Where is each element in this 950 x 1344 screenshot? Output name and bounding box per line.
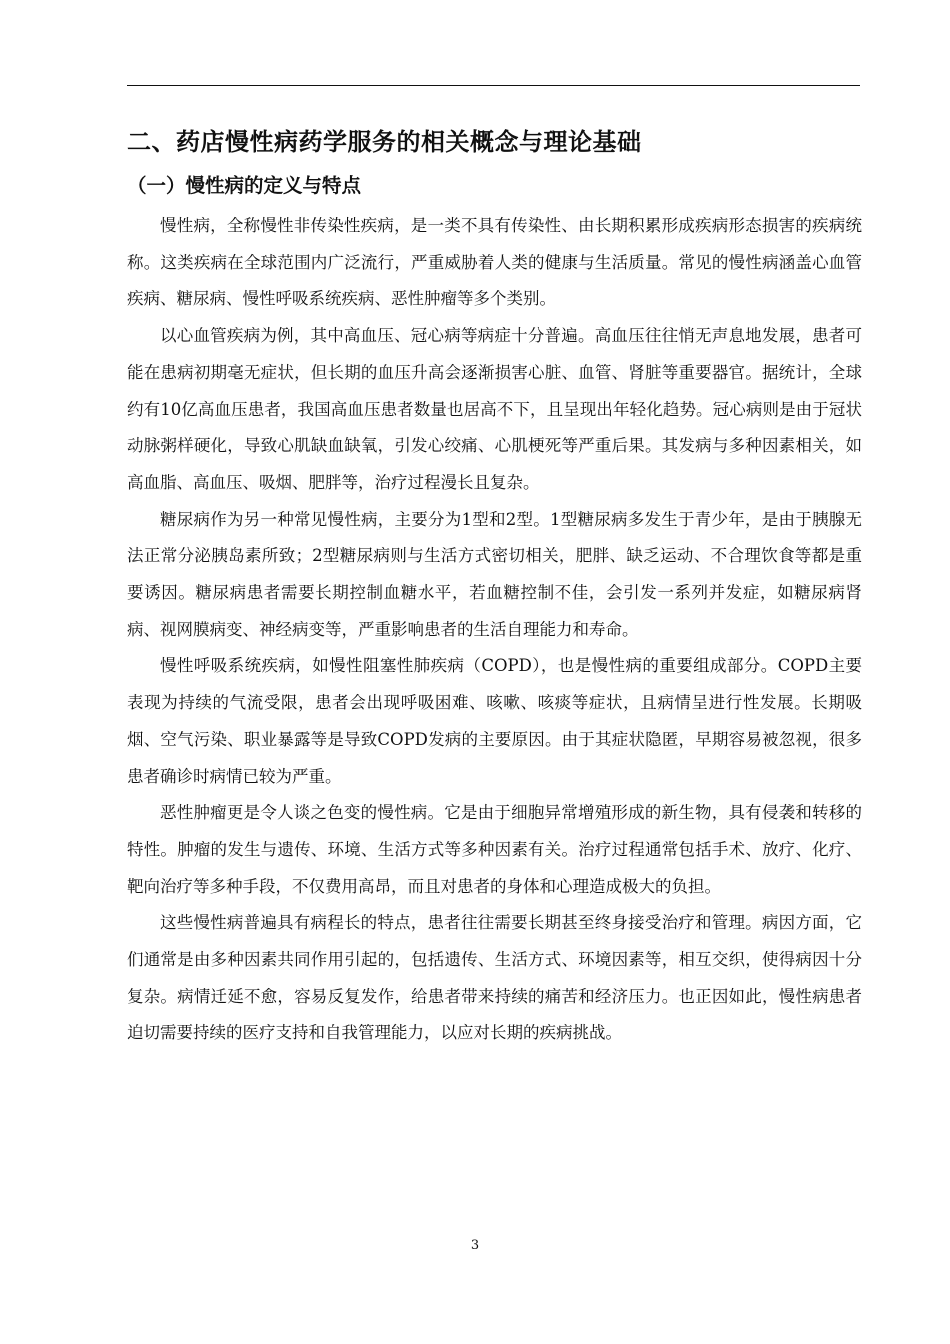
paragraph: 以心血管疾病为例，其中高血压、冠心病等病症十分普遍。高血压往往悄无声息地发展，患者可能在患病初期毫无症状，但长期的血压升高会逐渐损害心脏、血管、肾脏等重要器官。据统计，全球约有10亿高血压患者，我国高血压患者数量也居高不下，且呈现出年轻化趋势。冠心病则是由于冠状动脉粥样硬化，导致心肌缺血缺氧，引发心绞痛、心肌梗死等严重后果。其发病与多种因素相关，如高血脂、高血压、吸烟、肥胖等，治疗过程漫长且复杂。: [127, 326, 862, 492]
paragraph: 慢性病，全称慢性非传染性疾病，是一类不具有传染性、由长期积累形成疾病形态损害的疾病统称。这类疾病在全球范围内广泛流行，严重威胁着人类的健康与生活质量。常见的慢性病涵盖心血管疾病、糖尿病、慢性呼吸系统疾病、恶性肿瘤等多个类别。: [127, 216, 862, 309]
header-rule: [127, 85, 860, 86]
page-content: [127, 118, 862, 1052]
page-number: 3: [470, 1238, 480, 1253]
section-title: 二、药店慢性病药学服务的相关概念与理论基础: [127, 128, 642, 156]
paragraph: 恶性肿瘤更是令人谈之色变的慢性病。它是由于细胞异常增殖形成的新生物，具有侵袭和转移的特性。肿瘤的发生与遗传、环境、生活方式等多种因素有关。治疗过程通常包括手术、放疗、化疗、靶向治疗等多种手段，不仅费用高昂，而且对患者的身体和心理造成极大的负担。: [127, 803, 862, 896]
paragraph: 慢性呼吸系统疾病，如慢性阻塞性肺疾病（COPD），也是慢性病的重要组成部分。COPD主要表现为持续的气流受限，患者会出现呼吸困难、咳嗽、咳痰等症状，且病情呈进行性发展。长期吸烟、空气污染、职业暴露等是导致COPD发病的主要原因。由于其症状隐匿，早期容易被忽视，很多患者确诊时病情已较为严重。: [127, 656, 862, 786]
paragraph: 糖尿病作为另一种常见慢性病，主要分为1型和2型。1型糖尿病多发生于青少年，是由于胰腺无法正常分泌胰岛素所致；2型糖尿病则与生活方式密切相关，肥胖、缺乏运动、不合理饮食等都是重要诱因。糖尿病患者需要长期控制血糖水平，若血糖控制不佳，会引发一系列并发症，如糖尿病肾病、视网膜病变、神经病变等，严重影响患者的生活自理能力和寿命。: [127, 509, 862, 639]
paragraph: 这些慢性病普遍具有病程长的特点，患者往往需要长期甚至终身接受治疗和管理。病因方面，它们通常是由多种因素共同作用引起的，包括遗传、生活方式、环境因素等，相互交织，使得病因十分复杂。病情迁延不愈，容易反复发作，给患者带来持续的痛苦和经济压力。也正因如此，慢性病患者迫切需要持续的医疗支持和自我管理能力，以应对长期的疾病挑战。: [127, 913, 862, 1043]
subsection-title: （一）慢性病的定义与特点: [127, 174, 362, 197]
